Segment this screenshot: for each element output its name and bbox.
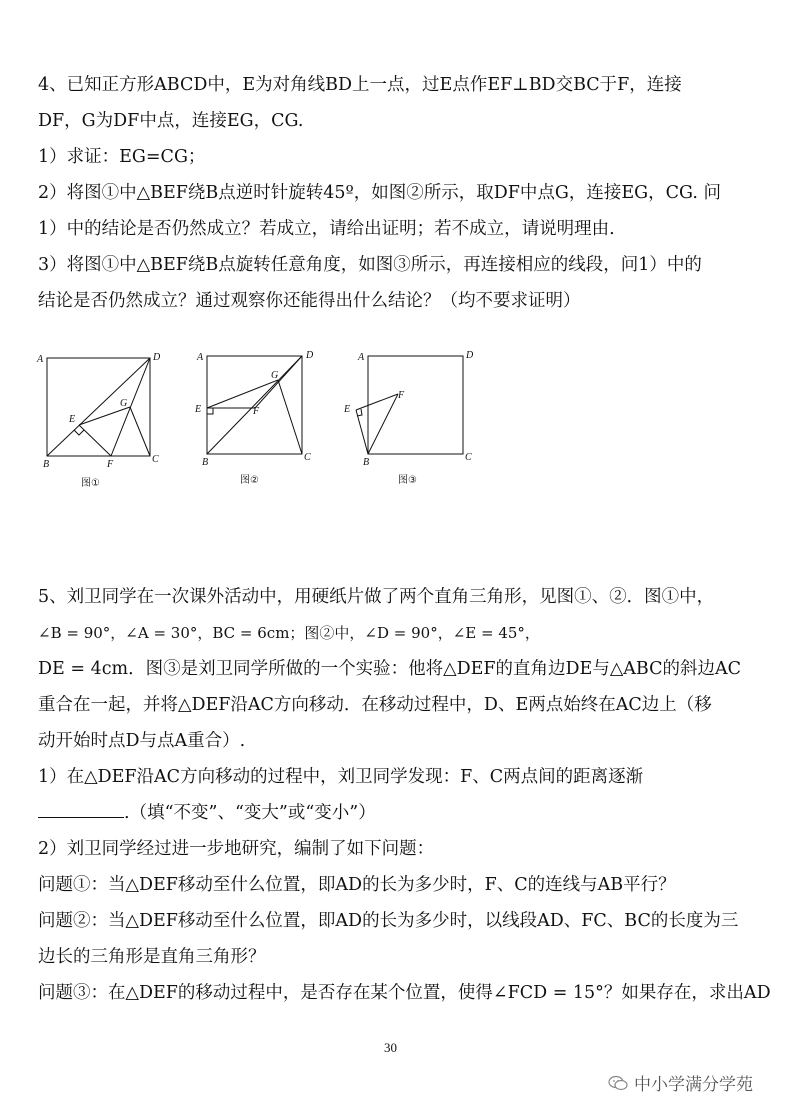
- fig3-label-d: D: [466, 350, 474, 361]
- q5-line-10: 边长的三角形是直角三角形？: [38, 947, 266, 967]
- q5-line-9: 问题②：当△DEF移动至什么位置，即AD的长为多少时，以线段AD、FC、BC的长度为三: [38, 911, 739, 931]
- fig2-label-a: A: [197, 352, 204, 363]
- q5-line-2: ∠B = 90°，∠A = 30°，BC = 6cm；图②中，∠D = 90°，∠E = 45°，: [38, 624, 540, 642]
- fig2-label-c: C: [304, 452, 311, 463]
- fig2-caption: 图②: [240, 475, 259, 486]
- fig1-caption: 图①: [81, 478, 100, 489]
- q5-fill-hint: .（填“不变”、“变大”或“变小”）: [124, 803, 376, 823]
- q4-line-6: 3）将图①中△BEF绕B点旋转任意角度，如图③所示，再连接相应的线段，问1）中的: [38, 255, 702, 275]
- q4-line-3: 1）求证：EG=CG；: [38, 147, 206, 167]
- figure-1: [35, 348, 165, 470]
- fig1-label-a: A: [37, 354, 44, 365]
- fig2-label-b: B: [202, 457, 209, 468]
- figure-2: [193, 346, 323, 470]
- fig2-label-d: D: [306, 350, 314, 361]
- q5-line-7: 2）刘卫同学经过进一步地研究，编制了如下问题：: [38, 839, 435, 859]
- answer-blank[interactable]: [38, 803, 124, 818]
- fig3-label-b: B: [363, 457, 370, 468]
- q4-line-7: 结论是否仍然成立？通过观察你还能得出什么结论？（均不要求证明）: [38, 291, 581, 311]
- q5-line-3: DE = 4cm．图③是刘卫同学所做的一个实验：他将△DEF的直角边DE与△ABC的斜边AC: [38, 659, 742, 679]
- q5-line-6a: 1）在△DEF沿AC方向移动的过程中，刘卫同学发现：F、C两点间的距离逐渐: [38, 767, 644, 787]
- q4-line-2: DF，G为DF中点，连接EG，CG.: [38, 111, 304, 131]
- wechat-icon: [608, 1075, 628, 1096]
- watermark: [608, 1070, 753, 1096]
- fig1-label-e: E: [69, 414, 76, 425]
- fig3-label-c: C: [465, 452, 472, 463]
- fig2-label-g: G: [271, 370, 279, 381]
- fig2-label-e: E: [195, 404, 202, 415]
- fig1-label-b: B: [43, 459, 50, 470]
- fig1-label-c: C: [152, 454, 159, 465]
- q5-line-5: 动开始时点D与点A重合）.: [38, 731, 246, 751]
- fig3-label-f: F: [398, 390, 405, 401]
- fig2-label-f: F: [253, 406, 260, 417]
- fig1-label-d: D: [153, 352, 161, 363]
- q5-line-8: 问题①：当△DEF移动至什么位置，即AD的长为多少时，F、C的连线与AB平行？: [38, 875, 676, 895]
- q5-line-11: 问题③：在△DEF的移动过程中，是否存在某个位置，使得∠FCD = 15°？如果存在，求出AD: [38, 983, 771, 1003]
- q5-line-4: 重合在一起，并将△DEF沿AC方向移动．在移动过程中，D、E两点始终在AC边上（移: [38, 695, 712, 715]
- watermark-text: 中小学满分学苑: [634, 1075, 753, 1095]
- q5-line-1: 5、刘卫同学在一次课外活动中，用硬纸片做了两个直角三角形，见图①、②．图①中，: [38, 587, 715, 607]
- fig3-label-e: E: [344, 404, 351, 415]
- fig1-label-f: F: [107, 459, 114, 470]
- q5-line-6b: [38, 802, 376, 824]
- page-number: 30: [384, 1040, 397, 1055]
- figure-3: [340, 346, 480, 470]
- fig1-label-g: G: [120, 398, 128, 409]
- q4-line-5: 1）中的结论是否仍然成立？若成立，请给出证明；若不成立，请说明理由.: [38, 219, 615, 239]
- q4-line-1: 4、已知正方形ABCD中，E为对角线BD上一点，过E点作EF⊥BD交BC于F，连接: [38, 75, 682, 95]
- q4-line-4: 2）将图①中△BEF绕B点逆时针旋转45º，如图②所示，取DF中点G，连接EG，CG. 问: [38, 183, 722, 203]
- fig3-label-a: A: [358, 352, 365, 363]
- fig3-caption: 图③: [398, 475, 417, 486]
